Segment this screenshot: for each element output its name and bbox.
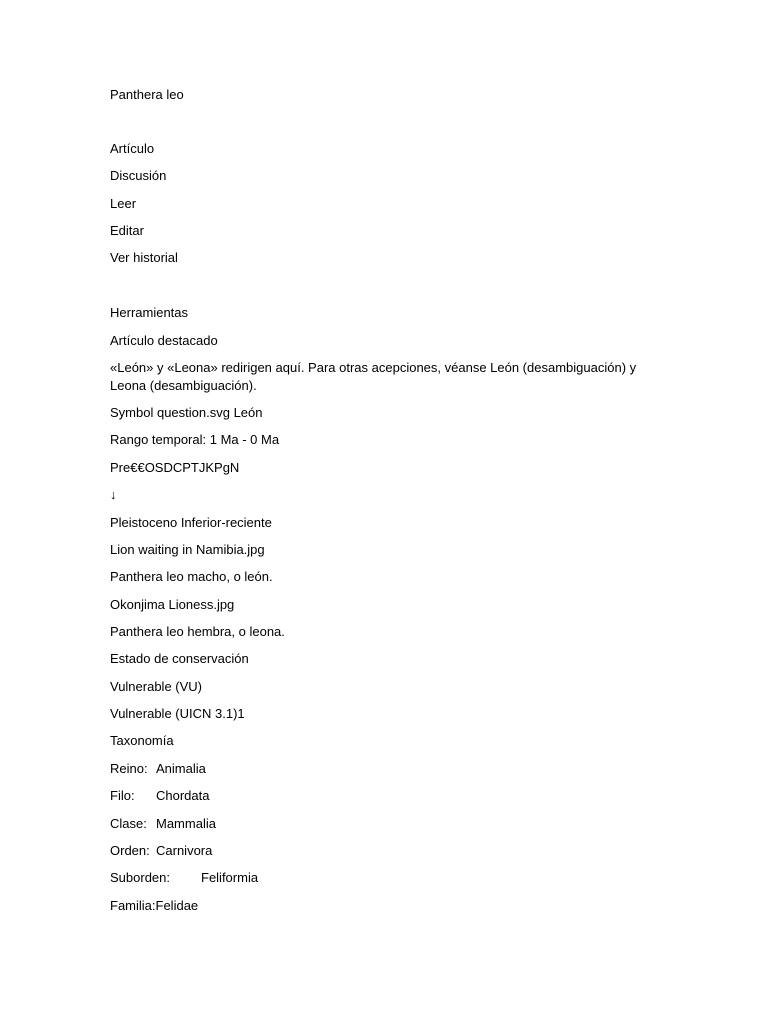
tab-editar[interactable]: Editar	[110, 223, 144, 238]
image2-file: Okonjima Lioness.jpg	[110, 597, 235, 612]
taxonomy-key: Familia:	[110, 898, 156, 913]
image2-caption: Panthera leo hembra, o leona.	[110, 624, 285, 639]
taxonomy-value: Mammalia	[156, 816, 216, 831]
taxonomy-value: Chordata	[156, 788, 210, 803]
taxonomy-row-filo	[110, 787, 209, 805]
image1-file: Lion waiting in Namibia.jpg	[110, 542, 265, 557]
taxonomy-key: Filo:	[110, 788, 135, 803]
image1-caption: Panthera leo macho, o león.	[110, 569, 273, 584]
tab-articulo[interactable]: Artículo	[110, 141, 155, 156]
taxonomy-value: Carnivora	[156, 843, 213, 858]
taxonomy-value: Felidae	[155, 898, 199, 913]
tab-ver-historial[interactable]: Ver historial	[110, 250, 178, 265]
featured-article-label: Artículo destacado	[110, 333, 218, 348]
conservation-status: Vulnerable (VU)	[110, 679, 203, 694]
tab-discusion[interactable]: Discusión	[110, 168, 167, 183]
taxonomy-row-suborden	[110, 869, 258, 887]
redirect-note: «León» y «Leona» redirigen aquí. Para otras acepciones, véanse León (desambiguación) y Leona (desambiguación).	[110, 360, 637, 393]
tools-label[interactable]: Herramientas	[110, 305, 189, 320]
taxonomy-row-familia	[110, 897, 198, 915]
page-title: Panthera leo	[110, 87, 184, 102]
temporal-range: Rango temporal: 1 Ma - 0 Ma	[110, 432, 280, 447]
epoch-range: Pleistoceno Inferior-reciente	[110, 515, 272, 530]
taxonomy-value: Feliformia	[201, 870, 259, 885]
taxonomy-key: Reino:	[110, 761, 148, 776]
taxonomy-value: Animalia	[156, 761, 206, 776]
taxonomy-row-clase	[110, 815, 216, 833]
taxonomy-key: Orden:	[110, 843, 150, 858]
conservation-status-iucn: Vulnerable (UICN 3.1)1	[110, 706, 245, 721]
taxonomy-key: Clase:	[110, 816, 147, 831]
down-arrow-icon: ↓	[110, 487, 117, 502]
taxonomy-row-reino	[110, 760, 206, 778]
tab-leer[interactable]: Leer	[110, 196, 137, 211]
symbol-file-text: Symbol question.svg León	[110, 405, 263, 420]
taxonomy-heading: Taxonomía	[110, 733, 174, 748]
taxonomy-key: Suborden:	[110, 870, 170, 885]
conservation-heading: Estado de conservación	[110, 651, 249, 666]
taxonomy-row-orden	[110, 842, 212, 860]
era-codes: Pre€€OSDCPTJKPgN	[110, 460, 240, 475]
